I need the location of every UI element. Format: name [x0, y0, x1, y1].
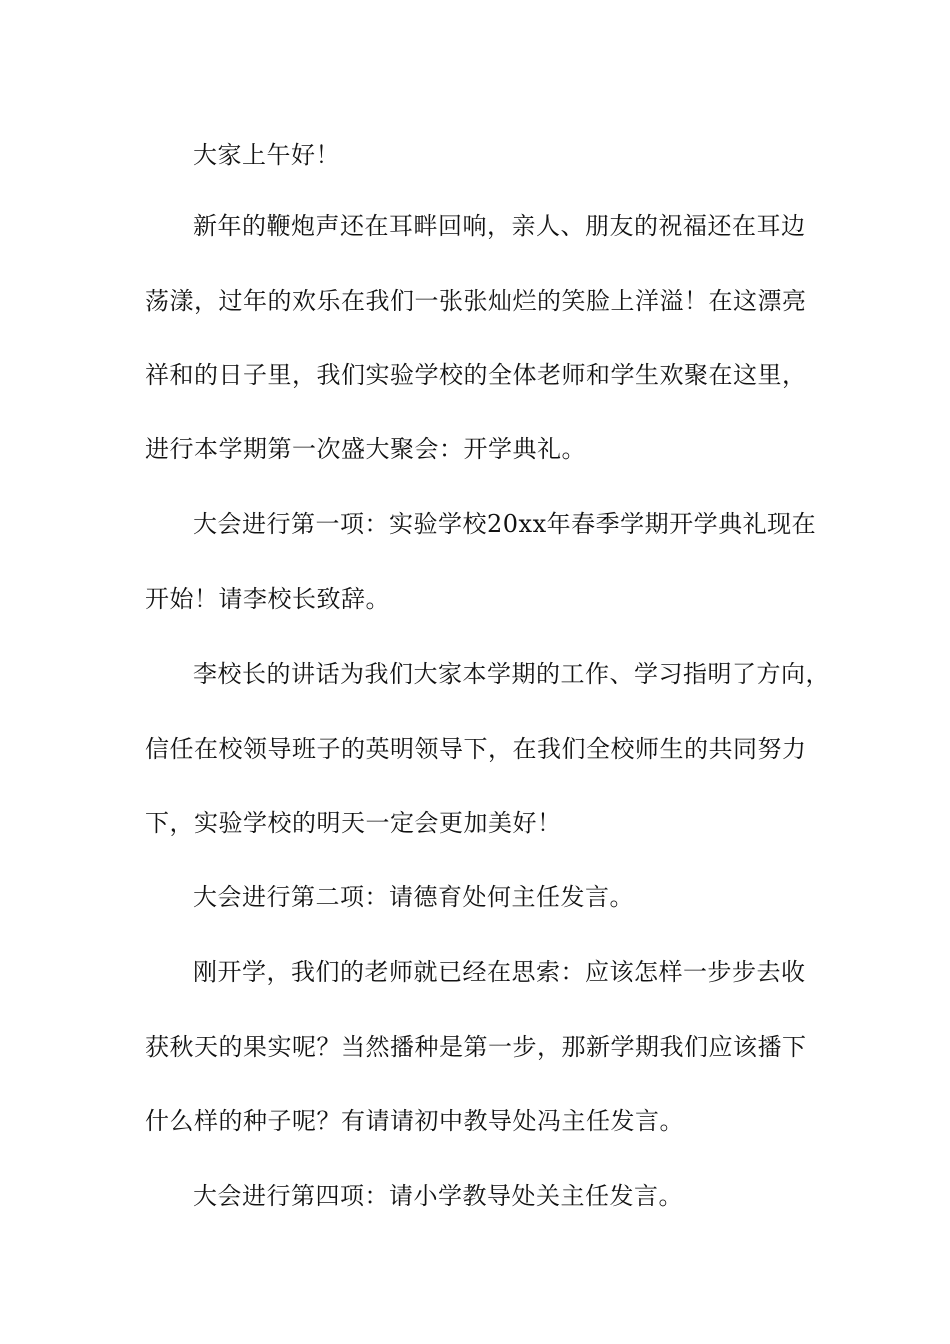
paragraph-6-line-1: 大会进行第四项：请小学教导处关主任发言。 [193, 1182, 683, 1210]
paragraph-1-line-2: 荡漾，过年的欢乐在我们一张张灿烂的笑脸上洋溢！在这漂亮 [145, 287, 807, 315]
paragraph-2-line-2: 开始！请李校长致辞。 [145, 585, 390, 613]
paragraph-5-line-3: 什么样的种子呢？有请请初中教导处冯主任发言。 [145, 1107, 684, 1135]
paragraph-3-line-1: 李校长的讲话为我们大家本学期的工作、学习指明了方向， [193, 660, 830, 688]
paragraph-2-line-1: 大会进行第一项：实验学校20xx年春季学期开学典礼现在 [193, 510, 817, 538]
greeting-line: 大家上午好！ [193, 141, 340, 169]
paragraph-1-line-4: 进行本学期第一次盛大聚会：开学典礼。 [145, 435, 586, 463]
paragraph-4-line-1: 大会进行第二项：请德育处何主任发言。 [193, 883, 634, 911]
paragraph-5-line-2: 获秋天的果实呢？当然播种是第一步，那新学期我们应该播下 [145, 1033, 807, 1061]
paragraph-3-line-3: 下，实验学校的明天一定会更加美好！ [145, 809, 562, 837]
paragraph-1-line-3: 祥和的日子里，我们实验学校的全体老师和学生欢聚在这里， [145, 361, 807, 389]
paragraph-5-line-1: 刚开学，我们的老师就已经在思索：应该怎样一步步去收 [193, 958, 806, 986]
paragraph-1-line-1: 新年的鞭炮声还在耳畔回响，亲人、朋友的祝福还在耳边 [193, 212, 806, 240]
paragraph-3-line-2: 信任在校领导班子的英明领导下，在我们全校师生的共同努力 [145, 735, 807, 763]
